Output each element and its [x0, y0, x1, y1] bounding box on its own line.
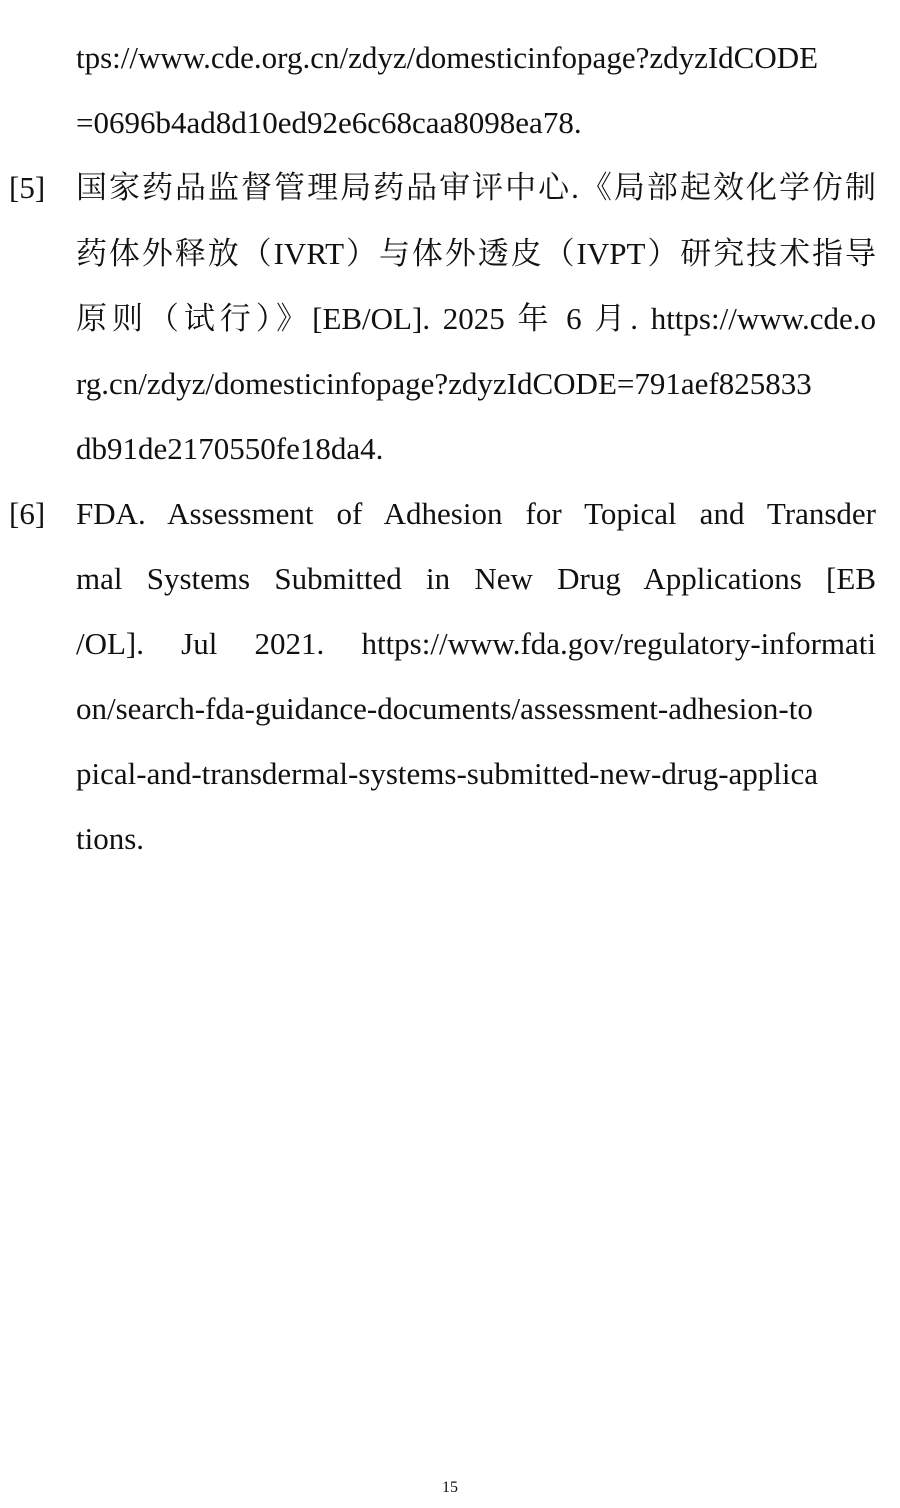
reference-5-line-1: 国家药品监督管理局药品审评中心.《局部起效化学仿制: [76, 170, 876, 205]
reference-6-number: [6]: [9, 496, 46, 531]
reference-6-line-6: tions.: [76, 821, 145, 856]
reference-6-line-2: mal Systems Submitted in New Drug Applications [EB: [76, 561, 876, 596]
reference-5-line-5: db91de2170550fe18da4.: [76, 431, 384, 466]
reference-6-line-3: /OL]. Jul 2021. https://www.fda.gov/regulatory-informati: [76, 626, 876, 661]
reference-6-line-1: FDA. Assessment of Adhesion for Topical and Transder: [76, 496, 876, 531]
reference-4-continuation-line-1: tps://www.cde.org.cn/zdyz/domesticinfopage?zdyzIdCODE: [76, 40, 819, 75]
reference-6-line-5: pical-and-transdermal-systems-submitted-new-drug-applica: [76, 756, 819, 791]
reference-5-line-4: rg.cn/zdyz/domesticinfopage?zdyzIdCODE=791aef825833: [76, 366, 812, 401]
reference-6-line-4: on/search-fda-guidance-documents/assessment-adhesion-to: [76, 691, 813, 726]
page-number: 15: [442, 1479, 458, 1496]
reference-5-line-2: 药体外释放（IVRT）与体外透皮（IVPT）研究技术指导: [76, 236, 876, 271]
reference-5-number: [5]: [9, 170, 46, 205]
reference-5-line-3: 原则（试行）》[EB/OL]. 2025 年 6 月. https://www.cde.o: [76, 301, 876, 336]
reference-4-continuation-line-2: =0696b4ad8d10ed92e6c68caa8098ea78.: [76, 105, 582, 140]
